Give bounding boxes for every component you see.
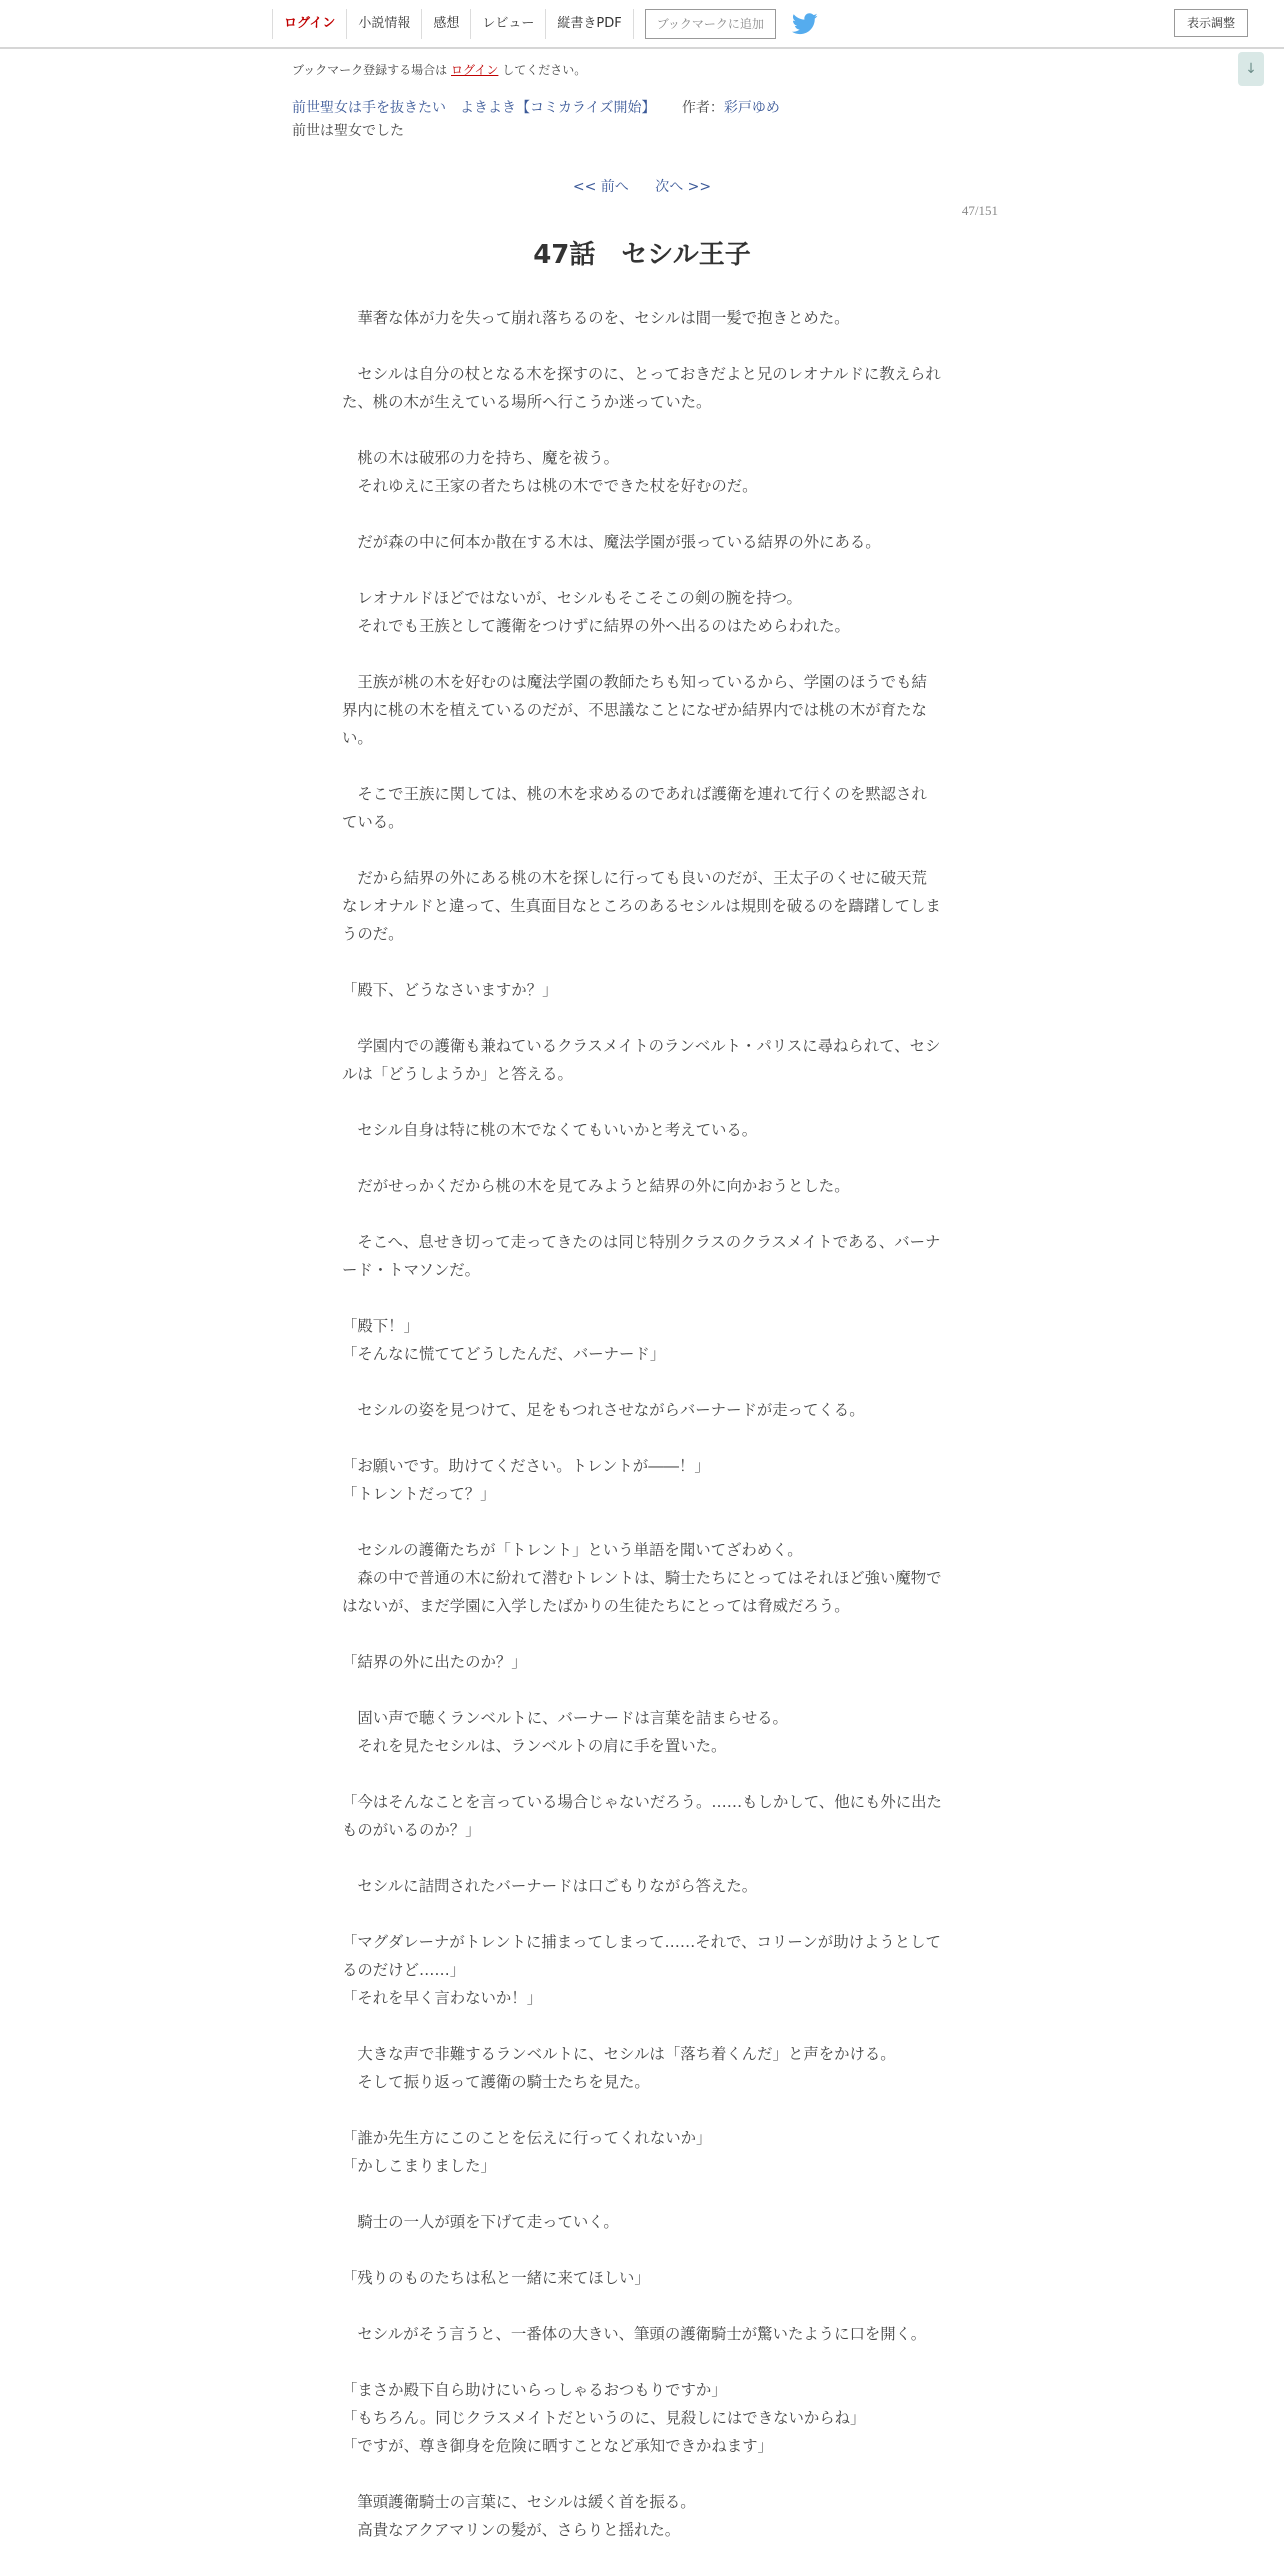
paragraph [342, 1116, 942, 1144]
paragraph [342, 1648, 942, 1676]
twitter-bird-icon[interactable] [792, 13, 818, 35]
text-line: 「それを早く言わないか！」 [342, 1989, 543, 2007]
display-settings-button[interactable]: 表示調整 [1174, 9, 1248, 37]
paragraph [342, 444, 942, 500]
text-line: 「トレントだって？」 [342, 1485, 496, 1503]
paragraph [342, 1172, 942, 1200]
paragraph [342, 584, 942, 640]
main-nav [272, 9, 818, 39]
chapter-title: 47話 セシル王子 [533, 240, 751, 270]
text-line: そこで王族に関しては、桃の木を求めるのであれば護衛を連れて行くのを黙認されている。 [342, 785, 927, 831]
bookmark-login-notice [292, 61, 586, 78]
paragraph [342, 1396, 942, 1424]
text-line: 王族が桃の木を好むのは魔法学園の教師たちも知っているから、学園のほうでも結界内に桃の木を植えているのだが、不思議なことになぜか結界内では桃の木が育たない。 [342, 673, 927, 747]
text-line: 「殿下！」 [342, 1317, 419, 1335]
text-line: セシルの姿を見つけて、足をもつれさせながらバーナードが走ってくる。 [342, 1401, 865, 1419]
text-line: セシルは自分の杖となる木を探すのに、とっておきだよと兄のレオナルドに教えられた、桃の木が生えている場所へ行こうか迷っていた。 [342, 365, 941, 411]
chapter-pager [0, 176, 1284, 196]
text-line: だが森の中に何本か散在する木は、魔法学園が張っている結界の外にある。 [342, 533, 881, 551]
paragraph [342, 528, 942, 556]
text-line: 騎士の一人が頭を下げて走っていく。 [342, 2213, 619, 2231]
top-navigation-bar [0, 0, 1284, 49]
text-line: 「ですが、尊き御身を危険に晒すことなど承知できかねます」 [342, 2437, 773, 2455]
text-line: 学園内での護衛も兼ねているクラスメイトのランベルト・パリスに尋ねられて、セシルは「どうしようか」と答える。 [342, 1037, 941, 1083]
paragraph [342, 1312, 942, 1368]
paragraph [342, 976, 942, 1004]
text-line: セシル自身は特に桃の木でなくてもいいかと考えている。 [342, 1121, 758, 1139]
text-line: 筆頭護衛騎士の言葉に、セシルは緩く首を振る。 [342, 2493, 696, 2511]
paragraph [342, 1536, 942, 1620]
paragraph [342, 1928, 942, 2012]
text-line: 「誰か先生方にこのことを伝えに行ってくれないか」 [342, 2129, 712, 2147]
text-line: 固い声で聴くランベルトに、バーナードは言葉を詰まらせる。 [342, 1709, 788, 1727]
text-line: 「今はそんなことを言っている場合じゃないだろう。……もしかして、他にも外に出たものがいるのか？」 [342, 1793, 942, 1839]
add-bookmark-button[interactable]: ブックマークに追加 [645, 9, 776, 39]
text-line: 「結界の外に出たのか？」 [342, 1653, 527, 1671]
text-line: 「まさか殿下自ら助けにいらっしゃるおつもりですか」 [342, 2381, 727, 2399]
notice-text-before: ブックマーク登録する場合は [292, 63, 448, 77]
paragraph [342, 2488, 942, 2544]
text-line: 森の中で普通の木に紛れて潜むトレントは、騎士たちにとってはそれほど強い魔物ではないが、まだ学園に入学したばかりの生徒たちにとっては脅威だろう。 [342, 1569, 942, 1615]
paragraph [342, 2208, 942, 2236]
series-info [292, 97, 780, 117]
paragraph [342, 1032, 942, 1088]
prev-chapter-link[interactable]: << 前へ [572, 179, 629, 195]
paragraph [342, 2040, 942, 2096]
text-line: 桃の木は破邪の力を持ち、魔を祓う。 [342, 449, 620, 467]
text-line: 「もちろん。同じクラスメイトだというのに、見殺しにはできないからね」 [342, 2409, 866, 2427]
paragraph [342, 1788, 942, 1844]
text-line: 「かしこまりました」 [342, 2157, 496, 2175]
text-line: それゆえに王家の者たちは桃の木でできた杖を好むのだ。 [342, 477, 758, 495]
author-link[interactable]: 彩戸ゆめ [723, 100, 780, 116]
text-line: セシルに詰問されたバーナードは口ごもりながら答えた。 [342, 1877, 758, 1895]
paragraph [342, 2320, 942, 2348]
text-line: 華奢な体が力を失って崩れ落ちるのを、セシルは間一髪で抱きとめた。 [342, 309, 850, 327]
text-line: そこへ、息せき切って走ってきたのは同じ特別クラスのクラスメイトである、バーナード・トマソンだ。 [342, 1233, 941, 1279]
series-title-link[interactable]: 前世聖女は手を抜きたい よきよき【コミカライズ開始】 [292, 100, 656, 116]
text-line: セシルがそう言うと、一番体の大きい、筆頭の護衛騎士が驚いたように口を開く。 [342, 2325, 927, 2343]
text-line: それを見たセシルは、ランベルトの肩に手を置いた。 [342, 1737, 727, 1755]
text-line: そして振り返って護衛の騎士たちを見た。 [342, 2073, 650, 2091]
text-line: 「マグダレーナがトレントに捕まってしまって……それで、コリーンが助けようとしてるのだけど……」 [342, 1933, 941, 1979]
paragraph [342, 2264, 942, 2292]
paragraph [342, 1228, 942, 1284]
paragraph [342, 360, 942, 416]
text-line: それでも王族として護衛をつけずに結界の外へ出るのはためらわれた。 [342, 617, 850, 635]
paragraph [342, 1452, 942, 1508]
scroll-down-button[interactable]: ↓ [1238, 52, 1264, 86]
paragraph [342, 1704, 942, 1760]
paragraph [342, 668, 942, 752]
author-label: 作者： [681, 100, 724, 116]
chapter-group-title: 前世は聖女でした [292, 123, 404, 139]
text-line: だがせっかくだから桃の木を見てみようと結界の外に向かおうとした。 [342, 1177, 850, 1195]
text-line: だから結界の外にある桃の木を探しに行っても良いのだが、王太子のくせに破天荒なレオナルドと違って、生真面目なところのあるセシルは規則を破るのを躊躇してしまうのだ。 [342, 869, 941, 943]
nav-review-link[interactable]: レビュー [470, 9, 545, 39]
paragraph [342, 2124, 942, 2180]
text-line: レオナルドほどではないが、セシルもそこそこの剣の腕を持つ。 [342, 589, 802, 607]
next-chapter-link[interactable]: 次へ >> [655, 179, 712, 195]
nav-vertical-pdf-link[interactable]: 縦書きPDF [545, 9, 633, 39]
text-line: 「そんなに慌ててどうしたんだ、バーナード」 [342, 1345, 666, 1363]
nav-impressions-link[interactable]: 感想 [421, 9, 470, 39]
paragraph [342, 864, 942, 948]
notice-text-after: してください。 [502, 63, 587, 77]
text-line: 大きな声で非難するランベルトに、セシルは「落ち着くんだ」と声をかける。 [342, 2045, 896, 2063]
novel-body [342, 304, 942, 2572]
paragraph [342, 304, 942, 332]
paragraph [342, 1872, 942, 1900]
text-line: 「お願いです。助けてください。トレントが――！」 [342, 1457, 710, 1475]
nav-novel-info-link[interactable]: 小説情報 [346, 9, 421, 39]
notice-login-link[interactable]: ログイン [451, 63, 499, 77]
paragraph [342, 780, 942, 836]
nav-login-link[interactable]: ログイン [272, 9, 346, 39]
text-line: 高貴なアクアマリンの髪が、さらりと揺れた。 [342, 2521, 681, 2539]
text-line: 「殿下、どうなさいますか？」 [342, 981, 558, 999]
chapter-count: 47/151 [961, 203, 998, 218]
text-line: セシルの護衛たちが「トレント」という単語を聞いてざわめく。 [342, 1541, 803, 1559]
text-line: 「残りのものたちは私と一緒に来てほしい」 [342, 2269, 650, 2287]
paragraph [342, 2376, 942, 2460]
